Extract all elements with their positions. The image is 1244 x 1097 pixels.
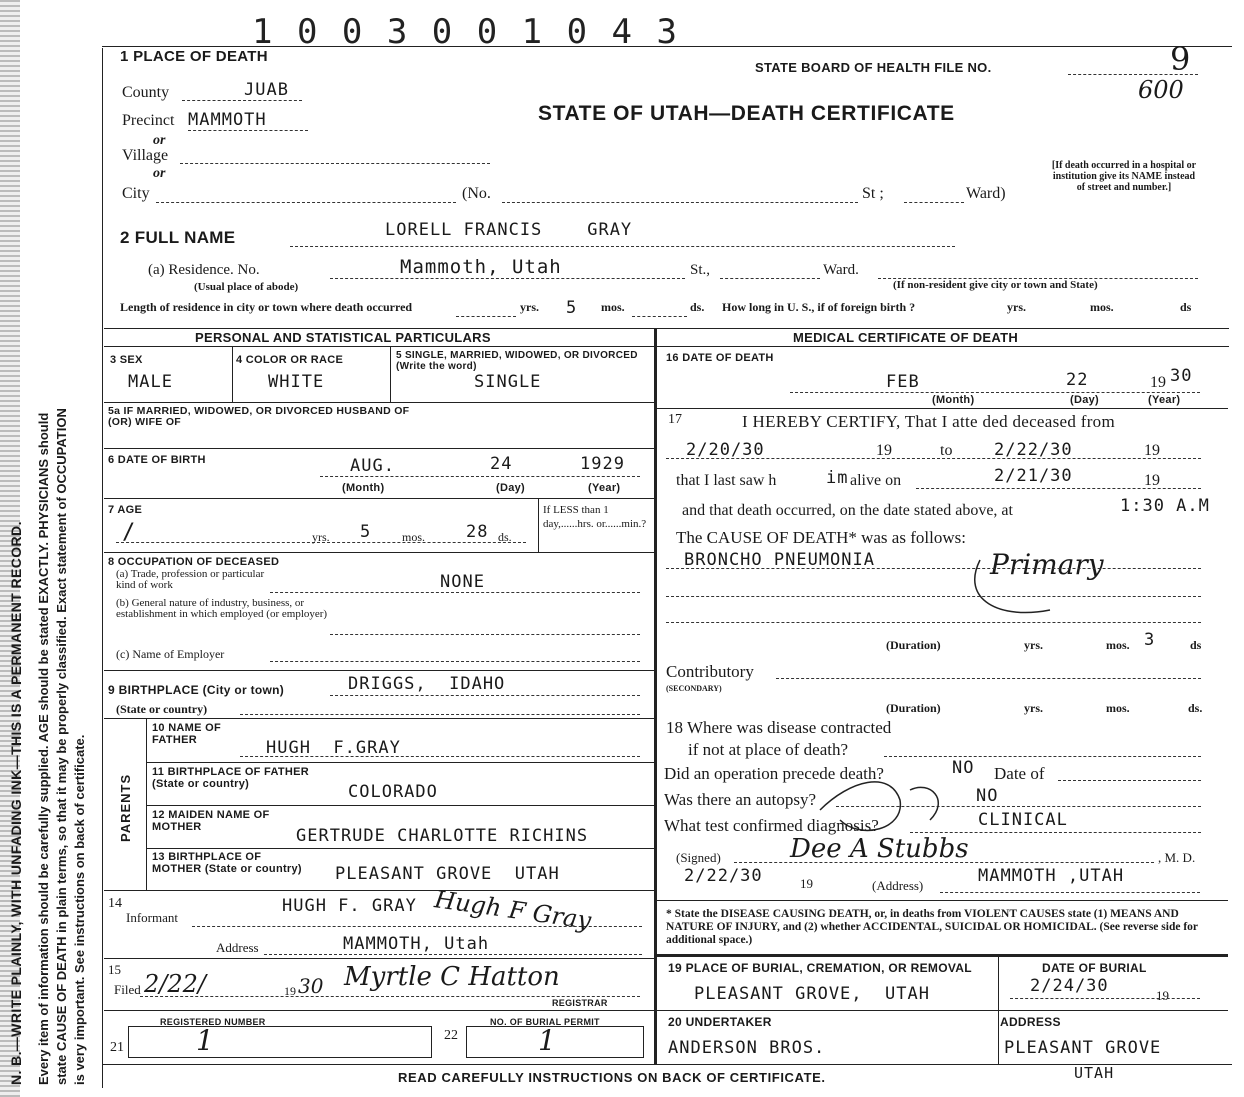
county-underline xyxy=(182,100,302,101)
dob-year: 1929 xyxy=(580,454,625,474)
filed-19: 19 xyxy=(284,984,296,998)
undertaker-label: 20 UNDERTAKER xyxy=(668,1015,772,1029)
md-label: , M. D. xyxy=(1158,850,1196,865)
age-days: 28 xyxy=(466,522,489,542)
parents-col-divider xyxy=(146,718,147,890)
instructions-margin-2: state CAUSE OF DEATH in plain terms, so that it may be properly classified. Exact statement of OCCUPATION xyxy=(54,408,69,1085)
last-saw-him: im xyxy=(826,468,849,488)
mother-name-label: 12 MAIDEN NAME OF MOTHER xyxy=(152,809,270,833)
row-line-sex xyxy=(104,402,654,403)
file-no-label: STATE BOARD OF HEALTH FILE NO. xyxy=(755,60,992,75)
duration-yrs: yrs. xyxy=(1024,638,1043,652)
father-underline xyxy=(240,756,640,757)
street-underline xyxy=(502,202,858,203)
secondary-label: (SECONDARY) xyxy=(666,684,722,693)
length-yrs-label: yrs. xyxy=(520,300,539,314)
residence-st-label: St., xyxy=(690,262,711,278)
village-underline xyxy=(180,163,490,164)
contributory-underline xyxy=(776,678,1201,679)
length-mos-label: mos. xyxy=(601,300,625,314)
birthplace-state-underline xyxy=(240,714,640,715)
length-mos-value: 5 xyxy=(566,298,578,318)
duration2-ds: ds. xyxy=(1188,701,1203,715)
informant-address-underline xyxy=(264,954,642,955)
dod-month-lbl: (Month) xyxy=(932,394,975,406)
to-19: 19 xyxy=(1144,442,1160,459)
residence-ward-label: Ward. xyxy=(823,262,859,278)
birthplace-underline xyxy=(330,695,640,696)
color-value: WHITE xyxy=(268,372,325,392)
row-line-father xyxy=(146,762,654,763)
duration-ds-value: 3 xyxy=(1144,630,1156,650)
burial-place-value: PLEASANT GROVE, UTAH xyxy=(694,984,930,1004)
cause-circle-mark xyxy=(960,540,1160,630)
employer-underline xyxy=(270,661,640,662)
village-label: Village xyxy=(122,147,169,164)
footer-instructions: READ CAREFULLY INSTRUCTIONS ON BACK OF CERTIFICATE. xyxy=(398,1070,826,1085)
color-label: 4 COLOR OR RACE xyxy=(236,354,344,366)
personal-particulars-header: PERSONAL AND STATISTICAL PARTICULARS xyxy=(195,330,491,345)
precinct-label: Precinct xyxy=(122,112,175,129)
duration2-label: (Duration) xyxy=(886,701,941,715)
serial-number: 1 0 0 3 0 0 1 0 4 3 xyxy=(252,12,679,52)
instructions-margin-3: is very important. See instructions on back of certificate. xyxy=(72,734,87,1085)
dod-underline xyxy=(790,392,1200,393)
dob-month: AUG. xyxy=(350,456,395,476)
age-yrs-lbl: yrs. xyxy=(312,530,330,544)
spouse-label: 5a IF MARRIED, WIDOWED, OR DIVORCED HUSBAND OF (OR) WIFE OF xyxy=(108,405,410,428)
row-line-dob xyxy=(104,498,654,499)
precinct-underline xyxy=(188,130,308,131)
duration2-mos: mos. xyxy=(1106,701,1130,715)
informant-address-value: MAMMOTH, Utah xyxy=(343,934,490,954)
or-text-1: or xyxy=(153,133,166,148)
autopsy-label: Was there an autopsy? xyxy=(664,790,817,809)
row-line-mother-bp xyxy=(104,890,654,891)
city-underline xyxy=(156,202,456,203)
where-contracted-label: 18 Where was disease contracted xyxy=(666,718,892,737)
alive-19: 19 xyxy=(1144,472,1160,489)
county-label: County xyxy=(122,84,170,101)
occupation-b-label: (b) General nature of industry, business, or establishment in which employed (or employer) xyxy=(116,597,328,620)
filed-year: 30 xyxy=(298,974,324,998)
usual-abode-label: (Usual place of abode) xyxy=(194,281,299,293)
registered-number-field: 21 xyxy=(110,1040,124,1055)
signed-19: 19 xyxy=(800,876,813,891)
file-no-value-2: 600 xyxy=(1138,76,1184,104)
autopsy-value: NO xyxy=(976,786,999,806)
row-line-mother xyxy=(146,848,654,849)
cause-underline-3 xyxy=(666,622,1201,623)
frame-bottom-line xyxy=(102,1064,1232,1065)
test-underline xyxy=(910,832,1201,833)
frame-left-line xyxy=(102,48,103,1088)
informant-address-label: Address xyxy=(216,940,259,955)
burial-permit-field: 22 xyxy=(444,1028,458,1043)
occupation-underline xyxy=(270,592,640,593)
ward-label: Ward) xyxy=(966,185,1006,202)
attended-from: 2/20/30 xyxy=(686,440,765,460)
filed-number: 15 xyxy=(108,962,121,977)
foreign-ds-label: ds xyxy=(1180,300,1192,314)
age-months: 5 xyxy=(360,522,372,542)
place-of-death-label: 1 PLACE OF DEATH xyxy=(120,48,268,65)
attended-underline xyxy=(666,458,1201,459)
foreign-mos-label: mos. xyxy=(1090,300,1114,314)
birthplace-value: DRIGGS, IDAHO xyxy=(348,674,506,694)
age-divider xyxy=(538,498,539,552)
instructions-margin-1: Every item of information should be carefully supplied. AGE should be stated EXACTLY. PHYSICIANS should xyxy=(36,412,51,1085)
from-19: 19 xyxy=(876,442,892,459)
operation-label: Did an operation precede death? xyxy=(664,764,884,783)
registered-number-label: REGISTERED NUMBER xyxy=(160,1017,266,1027)
age-label: 7 AGE xyxy=(108,504,143,516)
signed-underline xyxy=(734,862,1154,863)
burial-19: 19 xyxy=(1156,988,1169,1003)
city-label: City xyxy=(122,185,150,202)
sex-divider xyxy=(232,346,233,402)
parents-label: PARENTS xyxy=(118,773,133,842)
precinct-value: MAMMOTH xyxy=(188,110,267,130)
dob-underline xyxy=(320,476,640,477)
residence-underline xyxy=(330,278,685,279)
dob-month-lbl: (Month) xyxy=(342,482,385,494)
burial-date-underline xyxy=(1010,998,1200,999)
signer-signature: Dee A Stubbs xyxy=(790,834,969,864)
age-years: / xyxy=(122,520,137,545)
where-contracted-label-2: if not at place of death? xyxy=(688,740,849,759)
row-line-dod xyxy=(656,408,1228,409)
length-yrs-underline xyxy=(456,316,516,317)
row-line-burial xyxy=(656,1010,1228,1011)
mother-birthplace-value: PLEASANT GROVE UTAH xyxy=(335,864,560,884)
sex-label: 3 SEX xyxy=(110,354,143,366)
dob-label: 6 DATE OF BIRTH xyxy=(108,454,206,466)
occupation-b-underline xyxy=(330,634,640,635)
filed-date: 2/22/ xyxy=(144,970,206,998)
duration-ds: ds xyxy=(1190,638,1202,652)
marital-label: 5 SINGLE, MARRIED, WIDOWED, OR DIVORCED (Write the word) xyxy=(396,350,638,372)
birthplace-label: 9 BIRTHPLACE (City or town) xyxy=(108,683,285,697)
residence-label: (a) Residence. No. xyxy=(148,262,260,278)
color-divider xyxy=(390,346,391,402)
registered-number-value: 1 xyxy=(196,1024,214,1057)
test-value: CLINICAL xyxy=(978,810,1068,830)
last-saw-label: that I last saw h xyxy=(676,472,777,489)
county-value: JUAB xyxy=(244,80,289,100)
length-residence-label: Length of residence in city or town where death occurred xyxy=(120,300,413,314)
row-line-filed xyxy=(104,1010,654,1011)
informant-number: 14 xyxy=(108,896,122,911)
birthplace-state-lbl: (State or country) xyxy=(116,702,208,716)
dod-19: 19 xyxy=(1150,374,1166,391)
dod-year: 30 xyxy=(1170,366,1193,386)
duration-label: (Duration) xyxy=(886,638,941,652)
cause-handwritten: Primary xyxy=(990,548,1104,581)
nonresident-note: (If non-resident give city or town and State) xyxy=(893,279,1098,291)
burial-date-value: 2/24/30 xyxy=(1030,976,1109,996)
row-line-informant xyxy=(104,958,654,959)
city-no-label: (No. xyxy=(462,185,491,202)
father-birthplace-value: COLORADO xyxy=(348,782,438,802)
dob-year-lbl: (Year) xyxy=(588,482,621,494)
cause-underline-1 xyxy=(666,568,1201,569)
informant-signature: Hugh F Gray xyxy=(432,885,593,935)
street-label: St ; xyxy=(862,185,884,202)
age-mos-lbl: mos. xyxy=(402,530,426,544)
residence-ward-underline xyxy=(720,278,820,279)
cause-footnote: * State the DISEASE CAUSING DEATH, or, in deaths from VIOLENT CAUSES state (1) MEANS AND NATURE OF INJURY, and (2) whether ACCIDENTAL, SUICIDAL OR HOMICIDAL. (See reverse side for additional space.) xyxy=(666,908,1198,946)
informant-label: Informant xyxy=(126,910,178,925)
row-line-occupation xyxy=(104,670,654,671)
section-header-line-bottom xyxy=(104,346,1229,347)
mother-birthplace-label: 13 BIRTHPLACE OF MOTHER (State or country) xyxy=(152,851,302,875)
father-name-value: HUGH F.GRAY xyxy=(266,738,401,758)
burial-permit-value: 1 xyxy=(538,1024,556,1057)
signed-date: 2/22/30 xyxy=(684,866,763,886)
undertaker-value: ANDERSON BROS. xyxy=(668,1038,826,1058)
operation-value: NO xyxy=(952,758,975,778)
dob-day-lbl: (Day) xyxy=(496,482,526,494)
cause-value: BRONCHO PNEUMONIA xyxy=(684,550,875,570)
row-line-birthplace xyxy=(104,718,654,719)
cause-underline-2 xyxy=(666,596,1201,597)
marital-value: SINGLE xyxy=(474,372,542,392)
age-ds-lbl: ds. xyxy=(498,530,512,544)
medical-certificate-header: MEDICAL CERTIFICATE OF DEATH xyxy=(793,330,1019,345)
dob-day: 24 xyxy=(490,454,513,474)
contributory-label: Contributory xyxy=(666,662,754,681)
foreign-yrs-label: yrs. xyxy=(1007,300,1026,314)
section-header-line-top xyxy=(104,328,1229,329)
permanent-record-notice: N. B.—WRITE PLAINLY, WITH UNFADING INK—THIS IS A PERMANENT RECORD. xyxy=(8,521,24,1085)
date-of-label: Date of xyxy=(994,764,1045,783)
certify-text: I HEREBY CERTIFY, That I atte ded deceased from xyxy=(742,412,1115,431)
undertaker-address-label: ADDRESS xyxy=(1000,1015,1061,1029)
date-of-death-label: 16 DATE OF DEATH xyxy=(666,352,774,364)
less-than-label: If LESS than 1 day,......hrs. or......min.? xyxy=(543,504,647,530)
signed-address: MAMMOTH ,UTAH xyxy=(978,866,1125,886)
certify-number: 17 xyxy=(668,412,682,427)
length-ds-label: ds. xyxy=(690,300,705,314)
undertaker-address: PLEASANT GROVE xyxy=(1004,1038,1162,1058)
alive-date: 2/21/30 xyxy=(994,466,1073,486)
burial-place-label: 19 PLACE OF BURIAL, CREMATION, OR REMOVAL xyxy=(668,961,972,975)
occupation-value: NONE xyxy=(440,572,485,592)
occupation-a-label: (a) Trade, profession or particular kind of work xyxy=(116,568,265,591)
dod-month: FEB xyxy=(886,372,920,392)
ward-underline xyxy=(904,202,964,203)
duration-mos: mos. xyxy=(1106,638,1130,652)
hospital-note: [If death occurred in a hospital or institution give its NAME instead of street and number.] xyxy=(1051,160,1197,193)
test-label: What test confirmed diagnosis? xyxy=(664,816,879,835)
mother-name-value: GERTRUDE CHARLOTTE RICHINS xyxy=(296,826,589,846)
cause-label: The CAUSE OF DEATH* was as follows: xyxy=(676,528,966,547)
alive-on-label: alive on xyxy=(850,472,902,489)
death-time: 1:30 A.M xyxy=(1120,496,1210,516)
where-underline xyxy=(884,756,1201,757)
length-ds-underline xyxy=(632,316,687,317)
dod-day: 22 xyxy=(1066,370,1089,390)
row-line-age xyxy=(104,552,654,553)
residence-value: Mammoth, Utah xyxy=(400,256,562,278)
signed-address-label: (Address) xyxy=(872,878,924,893)
registrar-signature: Myrtle C Hatton xyxy=(344,962,560,992)
registered-number-box xyxy=(128,1026,432,1058)
death-occurred-label: and that death occurred, on the date stated above, at xyxy=(682,502,1013,519)
duration2-yrs: yrs. xyxy=(1024,701,1043,715)
full-name-underline xyxy=(290,246,955,247)
occupation-label: 8 OCCUPATION OF DECEASED xyxy=(108,556,280,568)
file-no-value: 9 xyxy=(1170,40,1191,78)
burial-date-label: DATE OF BURIAL xyxy=(1042,961,1147,975)
row-line-footnote xyxy=(656,954,1228,957)
operation-underline xyxy=(1058,780,1201,781)
full-name-value: LORELL FRANCIS GRAY xyxy=(385,220,633,240)
undertaker-address-2: UTAH xyxy=(1074,1064,1115,1082)
attended-to: 2/22/30 xyxy=(994,440,1073,460)
filed-label: Filed xyxy=(114,982,141,997)
dod-year-lbl: (Year) xyxy=(1148,394,1181,406)
certificate-title: STATE OF UTAH—DEATH CERTIFICATE xyxy=(538,102,955,125)
dod-day-lbl: (Day) xyxy=(1070,394,1100,406)
burial-permit-label: NO. OF BURIAL PERMIT xyxy=(490,1017,600,1027)
signed-label: (Signed) xyxy=(676,850,721,865)
signed-address-underline xyxy=(940,892,1200,893)
to-label: to xyxy=(940,442,953,459)
occupation-c-label: (c) Name of Employer xyxy=(116,647,225,661)
registrar-label: REGISTRAR xyxy=(552,998,608,1008)
row-line-spouse xyxy=(104,448,654,449)
or-text-2: or xyxy=(153,166,166,181)
father-name-label: 10 NAME OF FATHER xyxy=(152,722,222,746)
full-name-label: 2 FULL NAME xyxy=(120,228,236,247)
father-birthplace-label: 11 BIRTHPLACE OF FATHER (State or country) xyxy=(152,766,310,790)
row-line-father-bp xyxy=(146,805,654,806)
foreign-birth-label: How long in U. S., if of foreign birth ? xyxy=(722,300,916,314)
informant-value: HUGH F. GRAY xyxy=(282,896,417,916)
row-line-signed xyxy=(656,900,1228,901)
sex-value: MALE xyxy=(128,372,173,392)
